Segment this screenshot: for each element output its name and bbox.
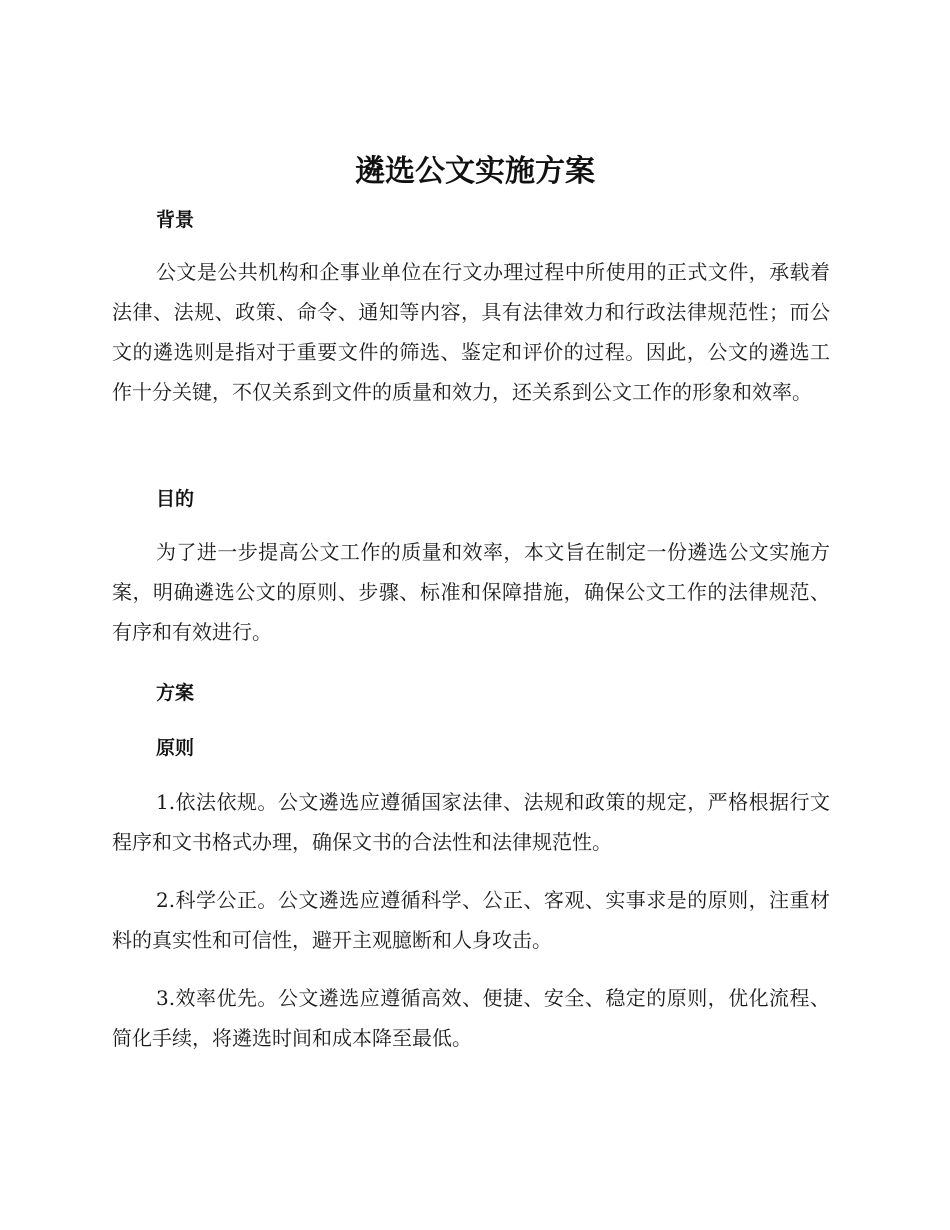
background-paragraph: 公文是公共机构和企事业单位在行文办理过程中所使用的正式文件，承载着法律、法规、政策、命令、通知等内容，具有法律效力和行政法律规范性；而公文的遴选则是指对于重要文件的筛选、鉴定和评价的过程。因此，公文的遴选工作十分关键，不仅关系到文件的质量和效力，还关系到公文工作的形象和效率。 [112,260,830,404]
principle-item: 2.科学公正。公文遴选应遵循科学、公正、客观、实事求是的原则，注重材料的真实性和可信性，避开主观臆断和人身攻击。 [112,888,830,952]
section-heading-plan: 方案 [156,682,195,704]
purpose-paragraph: 为了进一步提高公文工作的质量和效率，本文旨在制定一份遴选公文实施方案，明确遴选公文的原则、步骤、标准和保障措施，确保公文工作的法律规范、有序和有效进行。 [112,540,830,644]
section-heading-purpose: 目的 [156,488,195,510]
section-heading-principles: 原则 [156,737,195,759]
document-title: 遴选公文实施方案 [355,154,595,189]
principle-item: 1.依法依规。公文遴选应遵循国家法律、法规和政策的规定，严格根据行文程序和文书格式办理，确保文书的合法性和法律规范性。 [112,790,830,854]
section-heading-background: 背景 [156,209,195,231]
principle-item: 3.效率优先。公文遴选应遵循高效、便捷、安全、稳定的原则，优化流程、简化手续，将遴选时间和成本降至最低。 [112,986,830,1050]
